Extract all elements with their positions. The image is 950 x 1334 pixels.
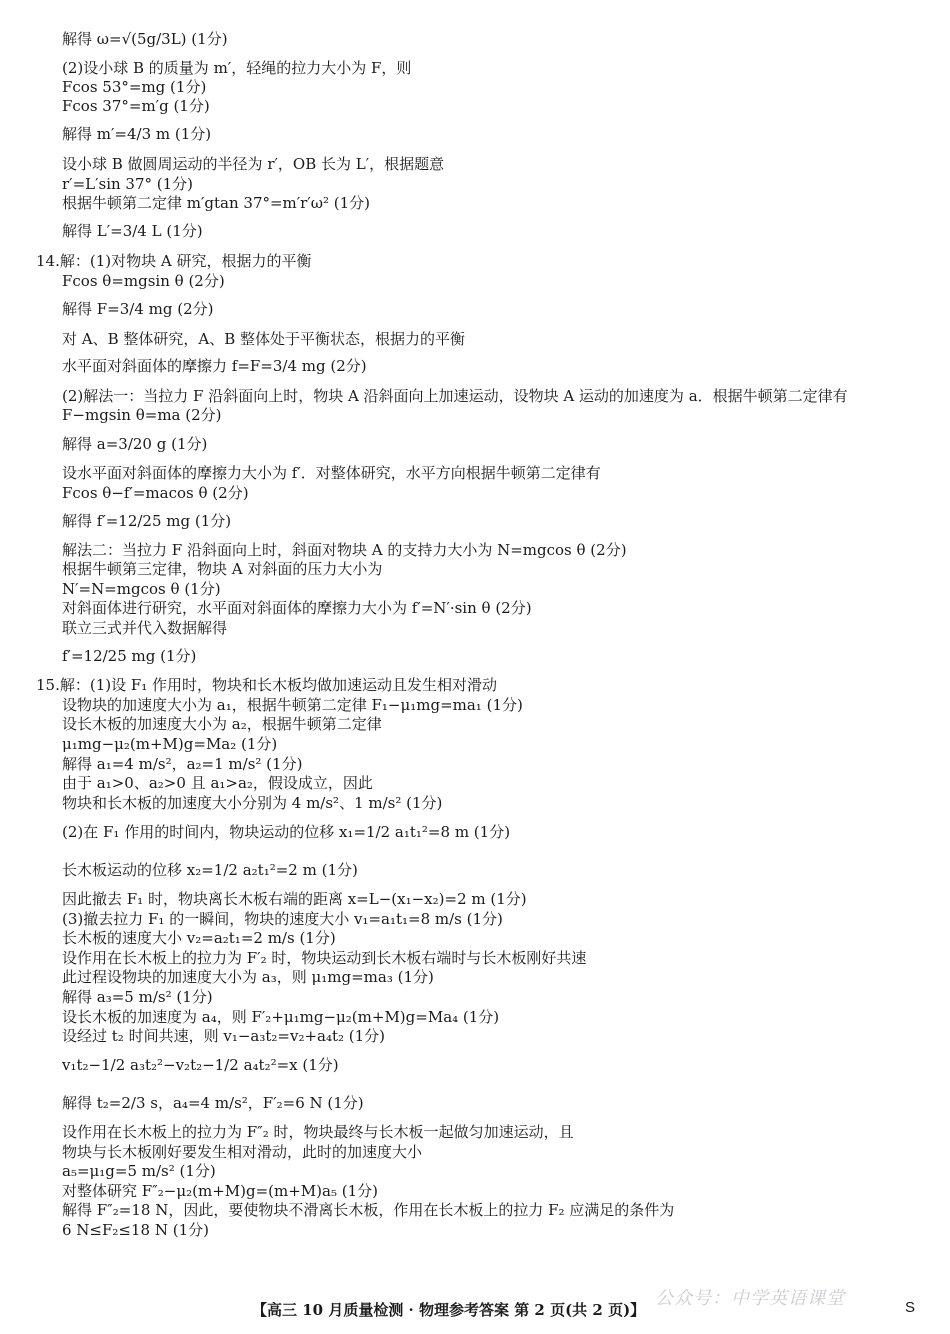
text-line: 解得 F″₂=18 N，因此，要使物块不滑离长木板，作用在长木板上的拉力 F₂ 应满足的条件为 [62,1201,675,1219]
text-line: Fcos θ=mgsin θ (2分) [62,272,225,290]
text-line: 长木板的速度大小 v₂=a₂t₁=2 m/s (1分) [62,929,336,947]
text-line: 6 N≤F₂≤18 N (1分) [62,1221,209,1239]
text-line: 解得 a=3/20 g (1分) [62,435,208,453]
text-line: 设长木板的加速度为 a₄，则 F′₂+μ₁mg−μ₂(m+M)g=Ma₄ (1分) [62,1008,500,1026]
text-line: 物块和长木板的加速度大小分别为 4 m/s²、1 m/s² (1分) [62,794,443,812]
text-line: 此过程设物块的加速度大小为 a₃，则 μ₁mg=ma₃ (1分) [62,968,434,986]
page-footer: 【高三 10 月质量检测 · 物理参考答案 第 2 页(共 2 页)】 [252,1301,646,1319]
text-line: 解得 L′=3/4 L (1分) [62,222,203,240]
text-line: 根据牛顿第三定律，物块 A 对斜面的压力大小为 [62,560,383,578]
text-line: 设经过 t₂ 时间共速，则 v₁−a₃t₂=v₂+a₄t₂ (1分) [62,1027,386,1045]
text-line: 解得 F=3/4 mg (2分) [62,300,214,318]
text-line: a₅=μ₁g=5 m/s² (1分) [62,1162,216,1180]
text-line: 解得 a₃=5 m/s² (1分) [62,988,213,1006]
text-line: 解得 t₂=2/3 s，a₄=4 m/s²，F′₂=6 N (1分) [62,1094,364,1112]
text-line: Fcos θ−f′=macos θ (2分) [62,484,249,502]
text-line: (2)设小球 B 的质量为 m′，轻绳的拉力大小为 F，则 [62,59,412,77]
question-14-heading: 14.解：(1)对物块 A 研究，根据力的平衡 [36,252,312,270]
text-line: Fcos 37°=m′g (1分) [62,97,210,115]
text-line: 长木板运动的位移 x₂=1/2 a₂t₁²=2 m (1分) [62,861,358,879]
text-line: (2)解法一：当拉力 F 沿斜面向上时，物块 A 沿斜面向上加速运动，设物块 A 运动的加速度为 a．根据牛顿第二定律有 [62,387,848,405]
text-line: F−mgsin θ=ma (2分) [62,406,222,424]
text-line: 对 A、B 整体研究，A、B 整体处于平衡状态，根据力的平衡 [62,330,466,348]
text-line: 对整体研究 F″₂−μ₂(m+M)g=(m+M)a₅ (1分) [62,1182,378,1200]
text-line: 物块与长木板刚好要发生相对滑动，此时的加速度大小 [62,1143,423,1161]
text-line: f′=12/25 mg (1分) [62,647,197,665]
text-line: 设小球 B 做圆周运动的半径为 r′，OB 长为 L′，根据题意 [62,155,445,173]
text-line: 设水平面对斜面体的摩擦力大小为 f′．对整体研究，水平方向根据牛顿第二定律有 [62,464,601,482]
text-line: 解得 a₁=4 m/s²，a₂=1 m/s² (1分) [62,755,303,773]
text-line: 解得 f′=12/25 mg (1分) [62,512,232,530]
watermark: 公众号：中学英语课堂 [655,1288,845,1309]
text-line: 设物块的加速度大小为 a₁，根据牛顿第二定律 F₁−μ₁mg=ma₁ (1分) [62,696,523,714]
text-line: v₁t₂−1/2 a₃t₂²−v₂t₂−1/2 a₄t₂²=x (1分) [62,1056,339,1074]
corner-mark: S [905,1299,916,1316]
text-line: r′=L′sin 37° (1分) [62,175,194,193]
question-15-heading: 15.解：(1)设 F₁ 作用时，物块和长木板均做加速运动且发生相对滑动 [36,676,498,694]
text-line: 解法二：当拉力 F 沿斜面向上时，斜面对物块 A 的支持力大小为 N=mgcos θ (2分) [62,541,627,559]
text-line: 设作用在长木板上的拉力为 F″₂ 时，物块最终与长木板一起做匀加速运动，且 [62,1123,574,1141]
text-line: 解得 ω=√(5g/3L) (1分) [62,30,228,48]
text-line: 解得 m′=4/3 m (1分) [62,125,212,143]
text-line: 设长木板的加速度大小为 a₂，根据牛顿第二定律 [62,715,382,733]
text-line: N′=N=mgcos θ (1分) [62,580,221,598]
text-line: 水平面对斜面体的摩擦力 f=F=3/4 mg (2分) [62,357,367,375]
text-line: 联立三式并代入数据解得 [62,619,228,637]
text-line: 由于 a₁>0、a₂>0 且 a₁>a₂，假设成立，因此 [62,774,373,792]
text-line: 对斜面体进行研究，水平面对斜面体的摩擦力大小为 f′=N′·sin θ (2分) [62,599,532,617]
text-line: Fcos 53°=mg (1分) [62,78,207,96]
text-line: (2)在 F₁ 作用的时间内，物块运动的位移 x₁=1/2 a₁t₁²=8 m (1分) [62,823,511,841]
text-line: (3)撤去拉力 F₁ 的一瞬间，物块的速度大小 v₁=a₁t₁=8 m/s (1分) [62,910,503,928]
text-line: 因此撤去 F₁ 时，物块离长木板右端的距离 x=L−(x₁−x₂)=2 m (1分) [62,890,527,908]
text-line: 根据牛顿第二定律 m′gtan 37°=m′r′ω² (1分) [62,194,371,212]
text-line: 设作用在长木板上的拉力为 F′₂ 时，物块运动到长木板右端时与长木板刚好共速 [62,949,587,967]
text-line: μ₁mg−μ₂(m+M)g=Ma₂ (1分) [62,735,278,753]
